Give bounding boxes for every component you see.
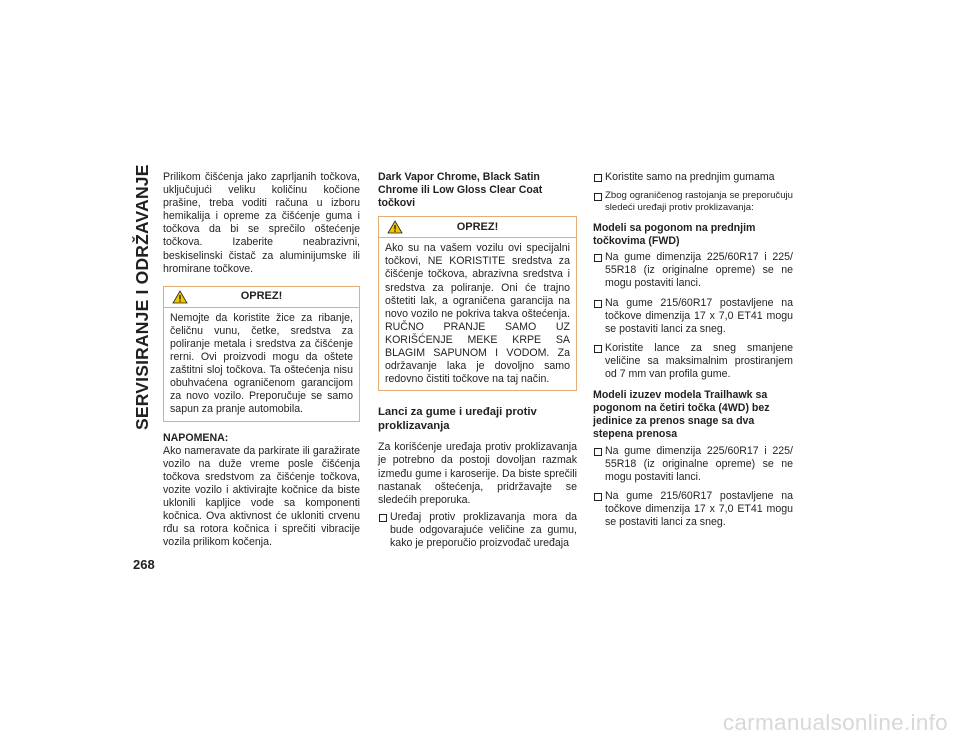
column-right xyxy=(593,171,793,529)
fwd-heading: Modeli sa pogonom na prednjim točkovima (FWD) xyxy=(593,222,756,248)
caution-header xyxy=(379,217,576,238)
intro-paragraph: Prilikom čišćenja jako zaprljanih točkova, uključujući veliku količinu kočione prašine, treba voditi računa u izboru hemikalija i opreme za čišćenje guma i točkova da bi se sprečilo oštećenje točkova. Izaberite neabrazivni, beskiselinski čistač za aluminijumske ili hromirane točkove. xyxy=(163,171,360,275)
warning-triangle-icon xyxy=(172,290,188,304)
caution-body: Ako su na vašem vozilu ovi specijalni točkovi, NE KORISTITE sredstva za čišćenje točkova, abrazivna sredstva i sredstva za poliranje. Oni će trajno oštetiti lak, a ograničena garancija na novo vozilo ne pokriva takva oštećenja. RUČNO PRANJE SAMO UZ KORIŠĆENJE MEKE KRPE SA BLAGIM SAPUNOM I VODOM. Za održavanje laka je dovoljno samo redovno čistiti točkove na taj način. xyxy=(385,242,570,386)
chains-list xyxy=(378,511,577,550)
awd-heading: Modeli izuzev modela Trailhawk sa pogonom na četiri točka (4WD) bez jedinice za prenos snage sa dva stepena prenosa xyxy=(593,389,770,441)
list-item: Zbog ograničenog rastojanja se preporučuju sledeći uređaji protiv proklizavanja: xyxy=(593,190,793,214)
fwd-list xyxy=(593,251,793,381)
usage-list xyxy=(593,171,793,214)
list-item: Na gume 215/60R17 postavljene na točkove dimenzija 17 x 7,0 ET41 mogu se postaviti lanci za sneg. xyxy=(593,297,793,336)
note-label: NAPOMENA: xyxy=(163,431,229,444)
watermark: carmanualsonline.info xyxy=(722,710,948,735)
column-middle xyxy=(378,171,577,550)
caution-body: Nemojte da koristite žice za ribanje, čeličnu vunu, četke, sredstva za poliranje metala i sredstva za čišćenje rerni. Ovi proizvodi mogu da oštete zaštitni sloj točkova. Ta oštećenja nisu obuhvaćena ograničenom garancijom za novo vozilo. Preporučuje se samo sapun za pranje automobila. xyxy=(170,311,353,416)
list-item: Na gume dimenzija 225/60R17 i 225/ 55R18 (iz originalne opreme) se ne mogu postaviti lanci. xyxy=(593,251,793,290)
caution-title: OPREZ! xyxy=(240,290,283,303)
column-left xyxy=(163,171,360,549)
section-side-title: SERVISIRANJE I ODRŽAVANJE xyxy=(132,164,152,430)
caution-box xyxy=(378,216,577,391)
chains-paragraph: Za korišćenje uređaja protiv proklizavanja je potrebno da postoji dovoljan razmak između gume i karoserije. Da biste sprečili nastanak oštećenja, pridržavajte se sledećih preporuka. xyxy=(378,441,577,506)
wheel-finish-heading: Dark Vapor Chrome, Black Satin Chrome ili Low Gloss Clear Coat točkovi xyxy=(378,171,543,210)
caution-header xyxy=(164,287,359,308)
caution-box xyxy=(163,286,360,422)
list-item: Koristite lance za sneg smanjene veličine sa maksimalnim prostiranjem od 7 mm van profila gume. xyxy=(593,342,793,381)
chains-section-title: Lanci za gume i uređaji protiv proklizavanja xyxy=(378,406,537,433)
list-item: Na gume dimenzija 225/60R17 i 225/ 55R18 (iz originalne opreme) se ne mogu postaviti lanci. xyxy=(593,445,793,484)
list-item: Na gume 215/60R17 postavljene na točkove dimenzija 17 x 7,0 ET41 mogu se postaviti lanci za sneg. xyxy=(593,490,793,529)
page-number: 268 xyxy=(133,557,155,572)
list-item: Koristite samo na prednjim gumama xyxy=(593,171,793,184)
list-item: Uređaj protiv proklizavanja mora da bude odgovarajuće veličine za gumu, kako je preporučio proizvođač uređaja xyxy=(378,511,577,550)
note-text: Ako nameravate da parkirate ili garažirate vozilo na duže vreme posle čišćenja točkova sredstvom za čišćenje točkova, vozite vozilo i aktivirajte kočnice da biste uklonili kapljice vode sa komponenti kočnica. Ova aktivnost će ukloniti crvenu rđu sa rotora kočnica i sprečiti vibracije vozila prilikom kočenja. xyxy=(163,444,360,549)
awd-list xyxy=(593,445,793,530)
caution-title: OPREZ! xyxy=(456,220,499,233)
warning-triangle-icon xyxy=(387,220,403,234)
